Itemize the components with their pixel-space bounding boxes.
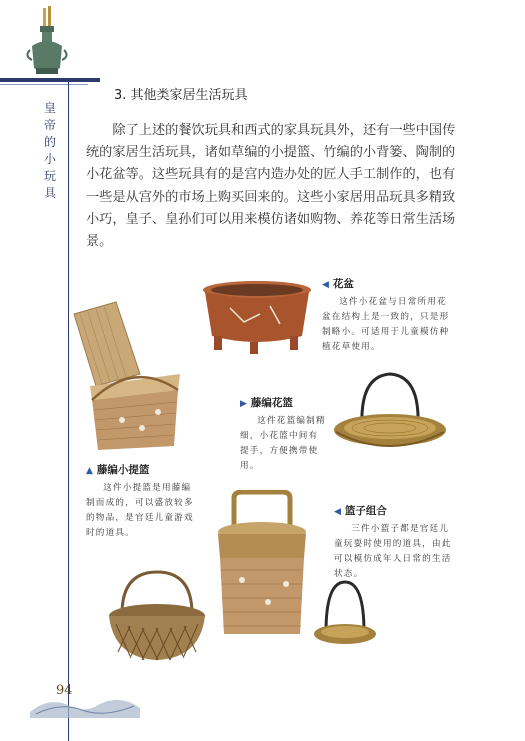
body-paragraph: 除了上述的餐饮玩具和西式的家具玩具外，还有一些中国传统的家居生活玩具，诸如草编的小提篮、竹编的小背篓、陶制的小花盆等。这些玩具有的是宫内造办处的匠人手工制作的，也有一些是从宫外的市场上购买回来的。这些小家居用品玩具多精致小巧，皇子、皇孙们可以用来模仿诸如购物、养花等日常生活场景。 xyxy=(86,123,456,250)
caption-title: 篮子组合 xyxy=(344,505,387,517)
section-label: 皇帝的小玩具 xyxy=(43,101,56,200)
small-dish-basket-image xyxy=(312,578,378,648)
caption-rattan-small-basket xyxy=(86,462,196,541)
rattan-lidded-basket-image xyxy=(70,300,192,452)
caption-text: 三件小篮子都是官廷儿童玩耍时使用的道具，由此可以模仿成年人日常的生活状态。 xyxy=(334,524,452,579)
caption-basket-set xyxy=(334,503,452,582)
caption-text: 这件小提篮是用藤编制而成的，可以盛放较多的物品，是官廷儿童游戏时的道具。 xyxy=(86,483,194,538)
triangle-up-icon: ▲ xyxy=(86,466,93,476)
caption-title: 花盆 xyxy=(332,278,354,290)
margin-rule xyxy=(68,82,69,741)
caption-text: 这件小花盆与日常所用花盆在结构上是一致的，只是形制略小。可适用于儿童模仿种植花草使用。 xyxy=(322,297,450,352)
page-number: 94 xyxy=(56,683,73,698)
header-rule xyxy=(0,84,88,85)
caption-text: 这件花篮编制精细，小花篮中间有提手，方便携带使用。 xyxy=(240,416,326,471)
triangle-left-icon: ◀ xyxy=(334,507,341,517)
section-title: 3. 其他类家居生活玩具 xyxy=(114,88,248,103)
caption-title: 藤编小提篮 xyxy=(96,464,150,476)
flowerpot-image xyxy=(200,278,314,358)
bronze-vessel-illustration xyxy=(22,6,72,80)
triangle-right-icon: ▶ xyxy=(240,399,247,409)
rattan-round-basket-image xyxy=(106,568,208,664)
caption-title: 藤编花篮 xyxy=(250,397,293,409)
caption-rattan-flower-basket xyxy=(240,395,328,474)
footer-ornament xyxy=(30,690,140,718)
header-bar xyxy=(0,78,100,82)
triangle-left-icon: ◀ xyxy=(322,280,329,290)
rattan-flower-basket-image xyxy=(332,370,448,456)
caption-flowerpot xyxy=(322,276,452,355)
rattan-tall-basket-image xyxy=(212,490,312,640)
